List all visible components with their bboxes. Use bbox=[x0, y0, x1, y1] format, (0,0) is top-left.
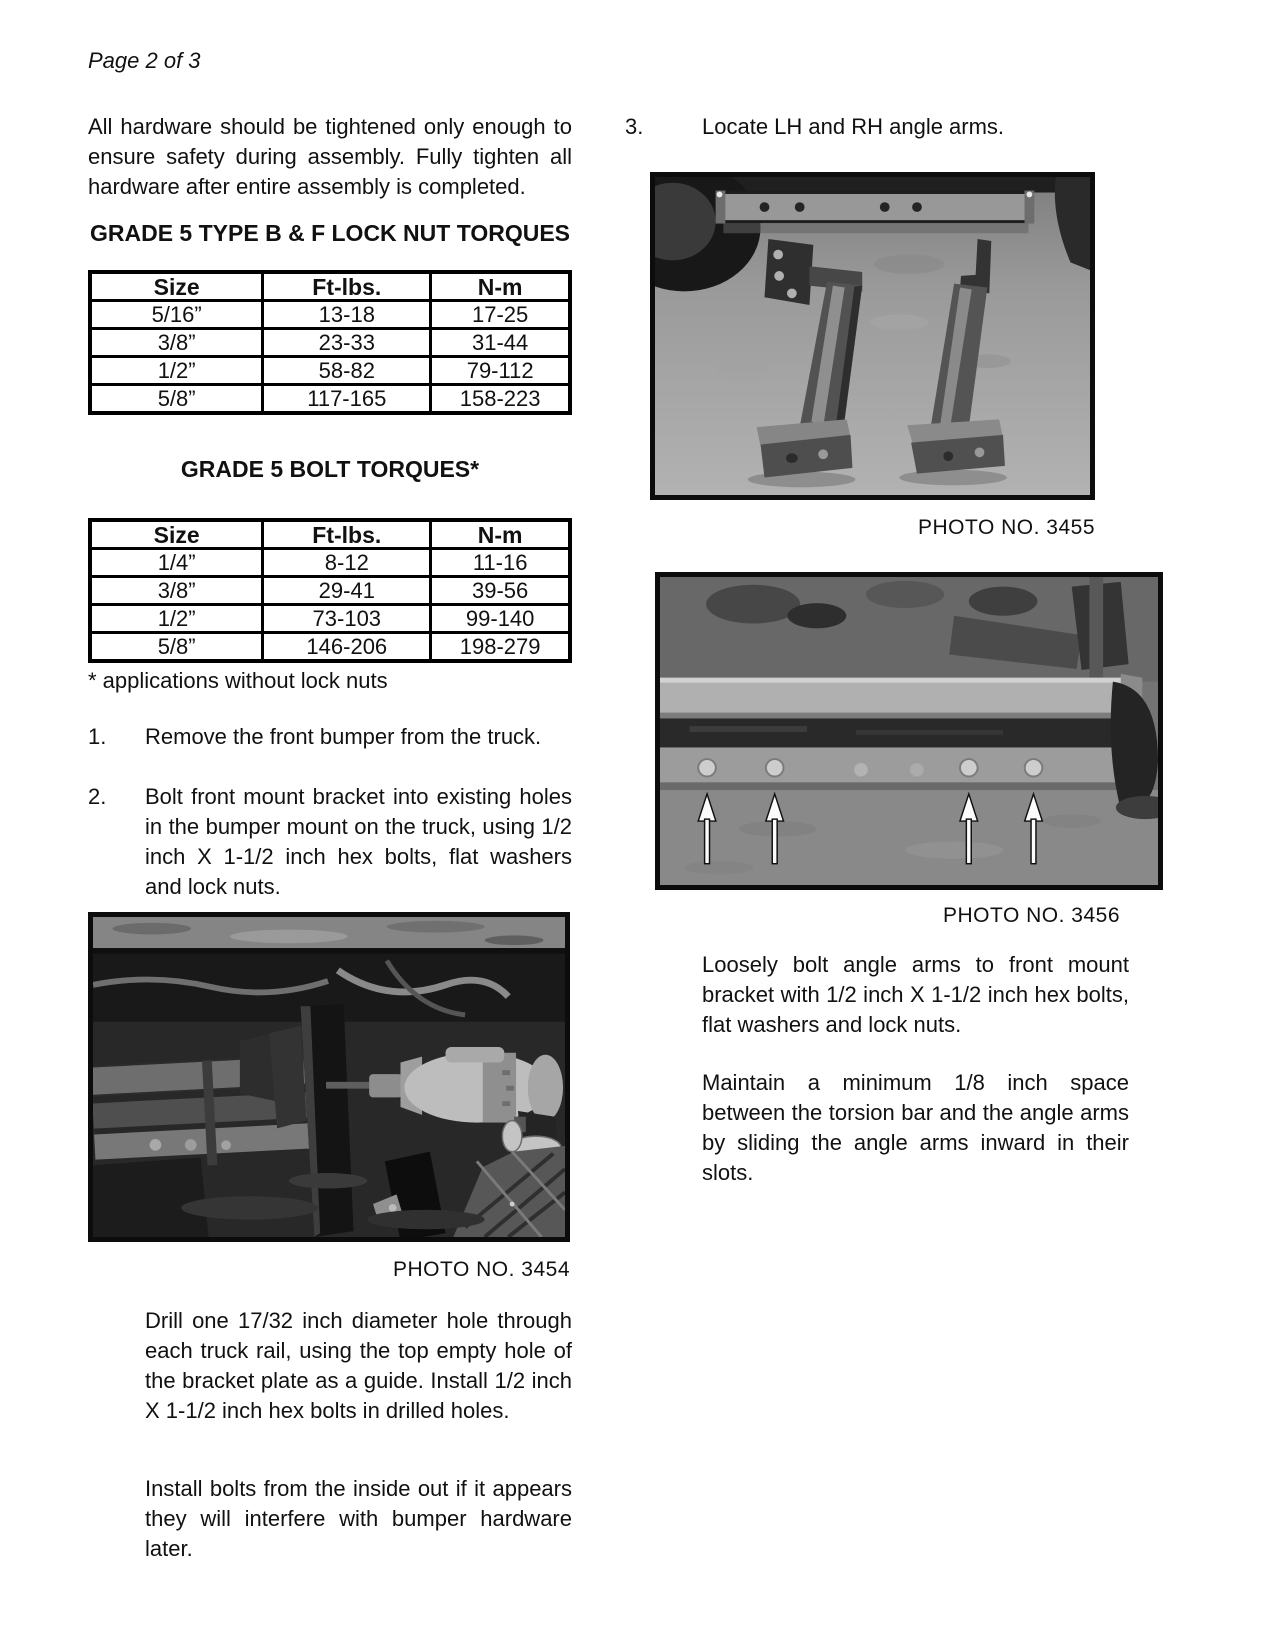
step-number: 3. bbox=[625, 114, 644, 139]
step-text: Locate LH and RH angle arms. bbox=[702, 114, 1005, 139]
step-text: Remove the front bumper from the truck. bbox=[145, 724, 542, 749]
table-cell: 117-165 bbox=[263, 385, 431, 414]
photo-torsion-bar-illustration bbox=[660, 577, 1158, 885]
table-cell: 5/8” bbox=[90, 633, 263, 662]
table-cell: 1/4” bbox=[90, 549, 263, 577]
table-row bbox=[90, 549, 570, 577]
table-row bbox=[90, 577, 570, 605]
table-cell: 198-279 bbox=[431, 633, 570, 662]
step-number: 2. bbox=[88, 784, 107, 809]
step-number: 1. bbox=[88, 724, 107, 749]
photo-caption-3454: PHOTO NO. 3454 bbox=[392, 1258, 570, 1281]
table-cell: 17-25 bbox=[431, 301, 570, 329]
table-cell: 3/8” bbox=[90, 329, 263, 357]
photo-caption-3455: PHOTO NO. 3455 bbox=[917, 516, 1095, 539]
column-header-size: Size bbox=[90, 272, 263, 301]
lock-nut-torque-table bbox=[88, 270, 572, 415]
bolt-torque-table bbox=[88, 518, 572, 663]
table-cell: 158-223 bbox=[431, 385, 570, 414]
table-cell: 146-206 bbox=[263, 633, 431, 662]
column-header-ftlbs: Ft-lbs. bbox=[263, 520, 431, 549]
table-row bbox=[90, 385, 570, 414]
lock-nut-table-title: GRADE 5 TYPE B & F LOCK NUT TORQUES bbox=[89, 220, 571, 246]
table-cell: 79-112 bbox=[431, 357, 570, 385]
table-cell: 8-12 bbox=[263, 549, 431, 577]
photo-drilling-bracket bbox=[88, 912, 570, 1242]
table-cell: 29-41 bbox=[263, 577, 431, 605]
column-header-nm: N-m bbox=[431, 272, 570, 301]
drill-instructions-paragraph: Drill one 17/32 inch diameter hole through each truck rail, using the top empty hole of the bracket plate as a guide. Install 1/2 inch X 1-1/2 inch hex bolts in drilled holes. bbox=[145, 1308, 572, 1423]
table-header-row bbox=[90, 520, 570, 549]
table-cell: 5/8” bbox=[90, 385, 263, 414]
photo-caption-3456: PHOTO NO. 3456 bbox=[942, 904, 1120, 927]
table-cell: 3/8” bbox=[90, 577, 263, 605]
photo-angle-arms-illustration bbox=[655, 177, 1090, 495]
table-row bbox=[90, 633, 570, 662]
table-cell: 1/2” bbox=[90, 605, 263, 633]
table-cell: 39-56 bbox=[431, 577, 570, 605]
table-row bbox=[90, 605, 570, 633]
table-cell: 58-82 bbox=[263, 357, 431, 385]
table-cell: 1/2” bbox=[90, 357, 263, 385]
table-cell: 31-44 bbox=[431, 329, 570, 357]
table-cell: 11-16 bbox=[431, 549, 570, 577]
page-number-label: Page 2 of 3 bbox=[88, 48, 201, 73]
table-header-row bbox=[90, 272, 570, 301]
table-cell: 73-103 bbox=[263, 605, 431, 633]
photo-torsion-bar-bolts bbox=[655, 572, 1163, 890]
table-cell: 5/16” bbox=[90, 301, 263, 329]
table-row bbox=[90, 357, 570, 385]
loosely-bolt-paragraph: Loosely bolt angle arms to front mount bracket with 1/2 inch X 1-1/2 inch hex bolts, flat washers and lock nuts. bbox=[702, 952, 1129, 1037]
install-bolts-paragraph: Install bolts from the inside out if it appears they will interfere with bumper hardware later. bbox=[145, 1476, 572, 1561]
table-cell: 23-33 bbox=[263, 329, 431, 357]
step-item-2 bbox=[88, 782, 572, 902]
maintain-space-paragraph: Maintain a minimum 1/8 inch space between the torsion bar and the angle arms by sliding the angle arms inward in their slots. bbox=[702, 1070, 1129, 1185]
table-row bbox=[90, 301, 570, 329]
step-item-1 bbox=[88, 722, 572, 752]
photo-drilling-illustration bbox=[93, 917, 565, 1237]
column-header-size: Size bbox=[90, 520, 263, 549]
step-text: Bolt front mount bracket into existing holes in the bumper mount on the truck, using 1/2 inch X 1-1/2 inch hex bolts, flat washers and lock nuts. bbox=[145, 784, 572, 899]
table-cell: 99-140 bbox=[431, 605, 570, 633]
table-footnote: * applications without lock nuts bbox=[88, 668, 388, 693]
table-row bbox=[90, 329, 570, 357]
column-header-nm: N-m bbox=[431, 520, 570, 549]
column-header-ftlbs: Ft-lbs. bbox=[263, 272, 431, 301]
step-item-3 bbox=[625, 112, 1165, 142]
bolt-table-title: GRADE 5 BOLT TORQUES* bbox=[180, 456, 480, 482]
photo-angle-arms bbox=[650, 172, 1095, 500]
table-cell: 13-18 bbox=[263, 301, 431, 329]
intro-paragraph: All hardware should be tightened only enough to ensure safety during assembly. Fully tighten all hardware after entire assembly is completed. bbox=[88, 114, 572, 199]
